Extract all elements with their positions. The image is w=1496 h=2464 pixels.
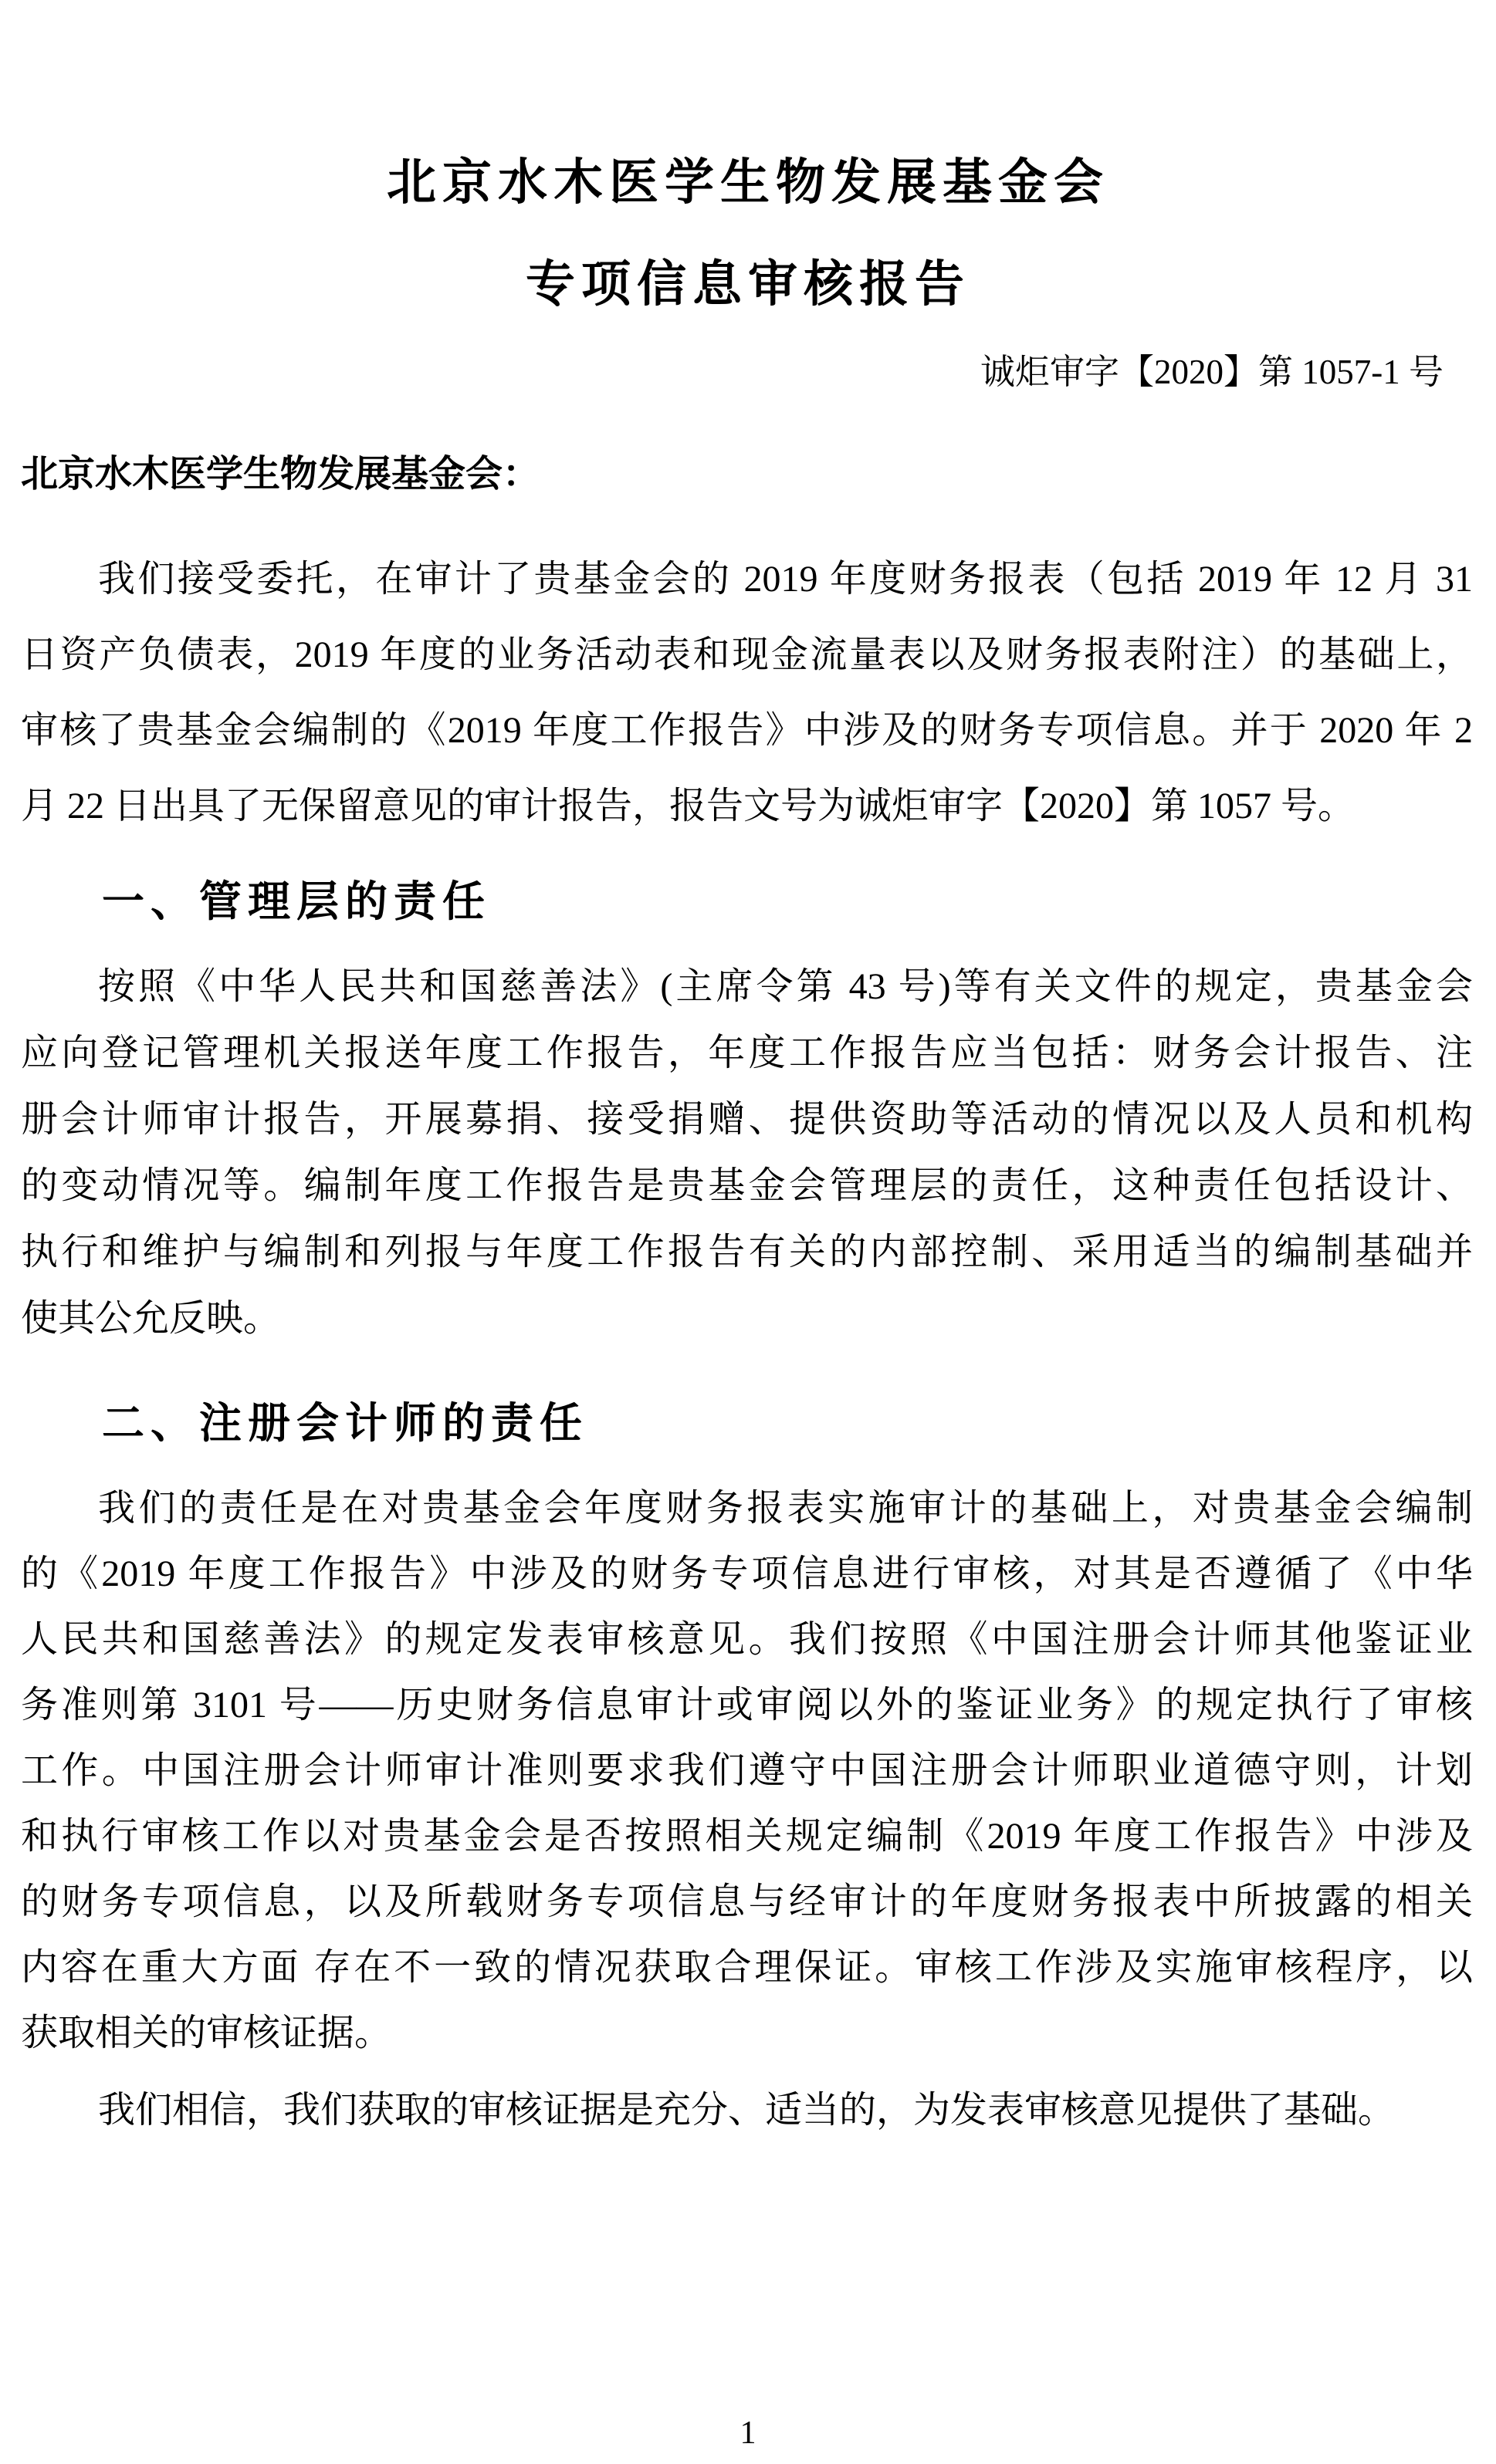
document-title-line2: 专项信息审核报告 [526, 256, 970, 312]
section1-paragraph [21, 954, 1473, 1352]
text-line: 务准则第 3101 号——历史财务信息审计或审阅以外的鉴证业务》的规定执行了审核 [21, 1685, 1473, 1725]
text-line: 我们接受委托，在审计了贵基金会的 2019 年度财务报表（包括 2019 年 12 月 31 [98, 559, 1473, 600]
text-line: 按照《中华人民共和国慈善法》(主席令第 43 号)等有关文件的规定，贵基金会 [98, 966, 1473, 1007]
text-line: 日资产负债表，2019 年度的业务活动表和现金流量表以及财务报表附注）的基础上， [21, 634, 1473, 675]
text-line: 应向登记管理机关报送年度工作报告，年度工作报告应当包括：财务会计报告、注 [21, 1033, 1473, 1073]
section2-paragraph [21, 1475, 1473, 2066]
section-heading-management-responsibility: 一、管理层的责任 [102, 878, 492, 925]
text-line: 审核了贵基金会编制的《2019 年度工作报告》中涉及的财务专项信息。并于 2020 年 2 [21, 710, 1473, 751]
text-line: 月 22 日出具了无保留意见的审计报告，报告文号为诚炬审字【2020】第 1057 号。 [21, 786, 1356, 826]
text-line: 我们的责任是在对贵基金会年度财务报表实施审计的基础上，对贵基金会编制 [98, 1488, 1473, 1529]
document-title-line1: 北京水木医学生物发展基金会 [387, 154, 1109, 210]
text-line: 人民共和国慈善法》的规定发表审核意见。我们按照《中国注册会计师其他鉴证业 [21, 1619, 1473, 1660]
text-line: 使其公允反映。 [21, 1298, 281, 1339]
text-line: 的变动情况等。编制年度工作报告是贵基金会管理层的责任，这种责任包括设计、 [21, 1165, 1473, 1206]
text-line: 工作。中国注册会计师审计准则要求我们遵守中国注册会计师职业道德守则，计划 [21, 1750, 1473, 1791]
text-line: 执行和维护与编制和列报与年度工作报告有关的内部控制、采用适当的编制基础并 [21, 1232, 1473, 1273]
text-line: 的《2019 年度工作报告》中涉及的财务专项信息进行审核，对其是否遵循了《中华 [21, 1553, 1473, 1594]
page-number: 1 [740, 2415, 756, 2451]
text-line: 和执行审核工作以对贵基金会是否按照相关规定编制《2019 年度工作报告》中涉及 [21, 1816, 1473, 1857]
text-line: 册会计师审计报告，开展募捐、接受捐赠、提供资助等活动的情况以及人员和机构 [21, 1099, 1473, 1140]
text-line: 我们相信，我们获取的审核证据是充分、适当的，为发表审核意见提供了基础。 [98, 2090, 1396, 2131]
text-line: 的财务专项信息，以及所载财务专项信息与经审计的年度财务报表中所披露的相关 [21, 1881, 1473, 1922]
intro-paragraph [21, 542, 1473, 844]
section-heading-cpa-responsibility: 二、注册会计师的责任 [102, 1400, 589, 1447]
addressee-line: 北京水木医学生物发展基金会： [21, 454, 540, 495]
text-line: 获取相关的审核证据。 [21, 2013, 392, 2053]
reference-number: 诚炬审字【2020】第 1057-1 号 [980, 353, 1444, 391]
text-line: 内容在重大方面 存在不一致的情况获取合理保证。审核工作涉及实施审核程序，以 [21, 1947, 1473, 1988]
closing-paragraph [21, 2077, 1473, 2143]
